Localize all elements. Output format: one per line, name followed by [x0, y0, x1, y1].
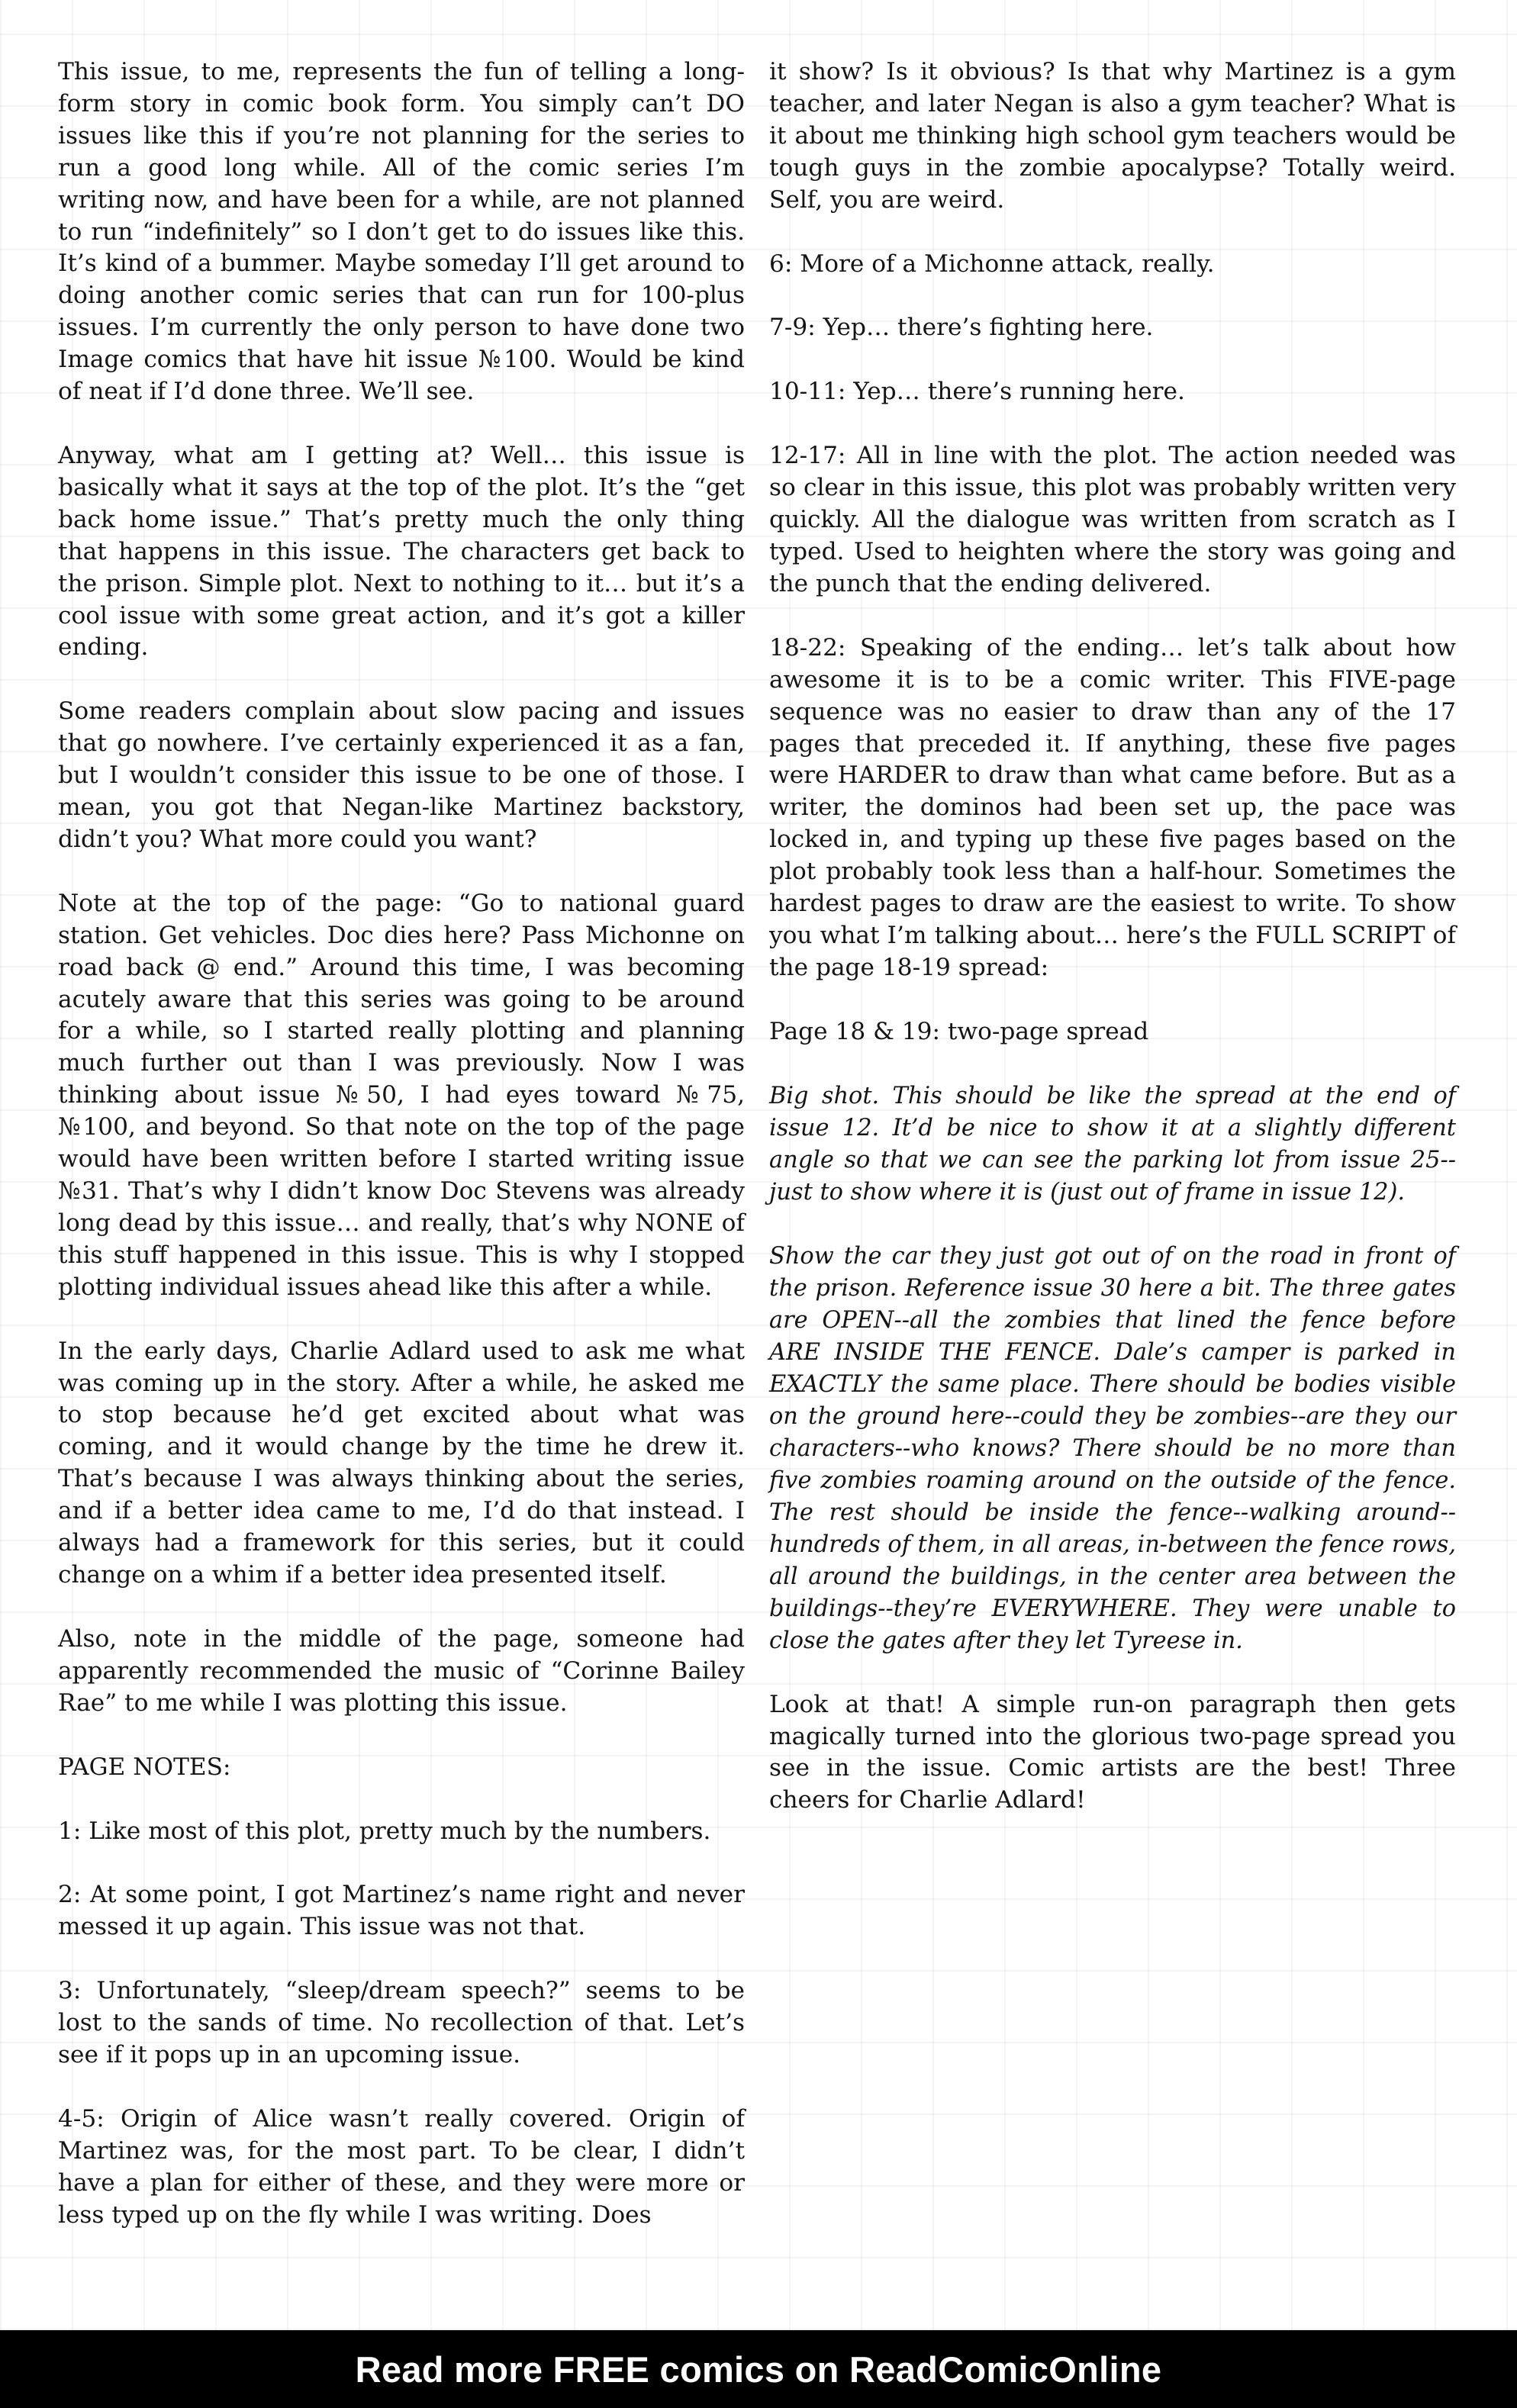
- note-page-6: 6: More of a Michonne attack, really.: [769, 249, 1215, 278]
- paragraph-intro: This issue, to me, represents the fun of telling a long-form story in comic book form. You simply can’t DO issues like this if you’re not planning for the series to run a good long while. All of the comic series I’m writing now, and have been for a while, are not planned to run “indefinitely” so I don’t get to do issues like this. It’s kind of a bummer. Maybe someday I’ll get around to doing another comic series that can run for 100-plus issues. I’m currently the only person to have done two Image comics that have hit issue №100. Would be kind of neat if I’d done three. We’ll see.: [58, 58, 745, 406]
- paragraph-corinne-bailey-rae: Also, note in the middle of the page, someone had apparently recommended the music of “Corinne Bailey Rae” to me while I was plotting this issue.: [58, 1624, 745, 1717]
- script-heading-spread: Page 18 & 19: two-page spread: [769, 1017, 1149, 1045]
- script-big-shot: Big shot. This should be like the spread at the end of issue 12. It’d be nice to show it at a slightly different angle so that we can see the parking lot from issue 25--just to show where it is (just out of frame in issue 12).: [769, 1082, 1456, 1206]
- paragraph-get-back-home: Anyway, what am I getting at? Well… this issue is basically what it says at the top of the plot. It’s the “get back home issue.” That’s pretty much the only thing that happens in this issue. The characters get back to the prison. Simple plot. Next to nothing to it… but it’s a cool issue with some great action, and it’s got a killer ending.: [58, 441, 745, 662]
- footer-banner-text[interactable]: Read more FREE comics on ReadComicOnline: [355, 2348, 1162, 2390]
- note-page-2: 2: At some point, I got Martinez’s name right and never messed it up again. This issue was not that.: [58, 1881, 745, 1941]
- paragraph-top-note: Note at the top of the page: “Go to national guard station. Get vehicles. Doc dies here? Pass Michonne on road back @ end.” Around this time, I was becoming acutely aware that this series was going to be around for a while, so I started really plotting and planning much further out than I was previously. Now I was thinking about issue №50, I had eyes toward №75, №100, and beyond. So that note on the top of the page would have been written before I started writing issue №31. That’s why I didn’t know Doc Stevens was already long dead by this issue… and really, that’s why NONE of this stuff happened in this issue. This is why I stopped plotting individual issues ahead like this after a while.: [58, 889, 745, 1301]
- script-show-the-car: Show the car they just got out of on the road in front of the prison. Reference issue 30 here a bit. The three gates are OPEN--all the zombies that lined the fence before ARE INSIDE THE FENCE. Dale’s camper is parked in EXACTLY the same place. There should be bodies visible on the ground here--could they be zombies--are they our characters--who knows? There should be no more than five zombies roaming around on the outside of the fence. The rest should be inside the fence--walking around--hundreds of them, in all areas, in-between the fence rows, all around the buildings, in the center area between the buildings--they’re EVERYWHERE. They were unable to close the gates after they let Tyreese in.: [769, 1242, 1456, 1654]
- paragraph-continued-gym-teacher: it show? Is it obvious? Is that why Martinez is a gym teacher, and later Negan is also a gym teacher? What is it about me thinking high school gym teachers would be tough guys in the zombie apocalypse? Totally weird. Self, you are weird.: [769, 58, 1456, 214]
- left-text-column: [58, 56, 745, 2232]
- note-page-1: 1: Like most of this plot, pretty much by the numbers.: [58, 1817, 711, 1845]
- note-pages-10-11: 10-11: Yep… there’s running here.: [769, 378, 1185, 406]
- note-page-3: 3: Unfortunately, “sleep/dream speech?” seems to be lost to the sands of time. No recollection of that. Let’s see if it pops up in an upcoming issue.: [58, 1977, 745, 2069]
- right-text-column: [769, 56, 1456, 1817]
- heading-page-notes: PAGE NOTES:: [58, 1753, 231, 1781]
- note-pages-4-5: 4-5: Origin of Alice wasn’t really covered. Origin of Martinez was, for the most part. To be clear, I didn’t have a plan for either of these, and they were more or less typed up on the fly while I was writing. Does: [58, 2104, 745, 2229]
- paragraph-look-at-that: Look at that! A simple run-on paragraph then gets magically turned into the glorious two-page spread you see in the issue. Comic artists are the best! Three cheers for Charlie Adlard!: [769, 1690, 1456, 1814]
- note-pages-7-9: 7-9: Yep… there’s fighting here.: [769, 314, 1154, 342]
- footer-banner[interactable]: [0, 2330, 1517, 2408]
- note-pages-18-22: 18-22: Speaking of the ending… let’s talk about how awesome it is to be a comic writer. This FIVE-page sequence was no easier to draw than any of the 17 pages that preceded it. If anything, these five pages were HARDER to draw than what came before. But as a writer, the dominos had been set up, the pace was locked in, and typing up these five pages based on the plot probably took less than a half-hour. Sometimes the hardest pages to draw are the easiest to write. To show you what I’m talking about… here’s the FULL SCRIPT of the page 18-19 spread:: [769, 633, 1456, 981]
- note-pages-12-17: 12-17: All in line with the plot. The action needed was so clear in this issue, this plot was probably written very quickly. All the dialogue was written from scratch as I typed. Used to heighten where the story was going and the punch that the ending delivered.: [769, 442, 1456, 597]
- paragraph-slow-pacing: Some readers complain about slow pacing and issues that go nowhere. I’ve certainly experienced it as a fan, but I wouldn’t consider this issue to be one of those. I mean, you got that Negan-like Martinez backstory, didn’t you? What more could you want?: [58, 697, 745, 853]
- paragraph-charlie-adlard: In the early days, Charlie Adlard used to ask me what was coming up in the story. After a while, he asked me to stop because he’d get excited about what was coming, and it would change by the time he drew it. That’s because I was always thinking about the series, and if a better idea came to me, I’d do that instead. I always had a framework for this series, but it could change on a whim if a better idea presented itself.: [58, 1337, 745, 1589]
